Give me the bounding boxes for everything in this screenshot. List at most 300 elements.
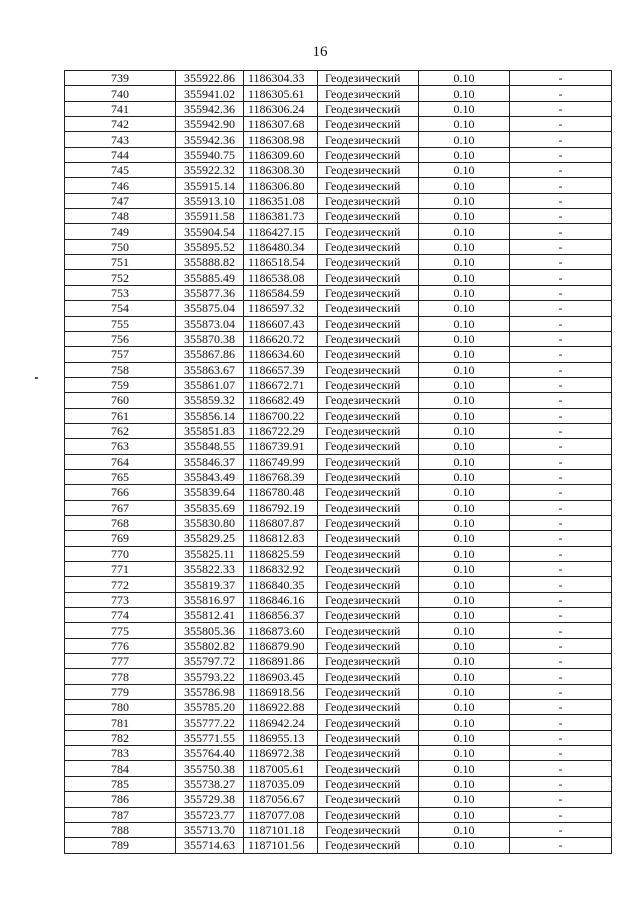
method-cell: Геодезический — [318, 469, 419, 484]
accuracy-cell: 0.10 — [419, 592, 510, 607]
table-row — [65, 423, 612, 438]
note-cell: - — [510, 117, 612, 132]
accuracy-cell: 0.10 — [419, 807, 510, 822]
accuracy-cell: 0.10 — [419, 408, 510, 423]
note-cell: - — [510, 469, 612, 484]
y-coordinate-cell: 1186584.59 — [244, 285, 318, 300]
x-coordinate-cell: 355829.25 — [176, 531, 244, 546]
point-number-cell: 786 — [65, 792, 176, 807]
note-cell: - — [510, 623, 612, 638]
y-coordinate-cell: 1186597.32 — [244, 301, 318, 316]
method-cell: Геодезический — [318, 608, 419, 623]
accuracy-cell: 0.10 — [419, 684, 510, 699]
x-coordinate-cell: 355835.69 — [176, 500, 244, 515]
note-cell: - — [510, 423, 612, 438]
x-coordinate-cell: 355895.52 — [176, 239, 244, 254]
x-coordinate-cell: 355805.36 — [176, 623, 244, 638]
x-coordinate-cell: 355802.82 — [176, 638, 244, 653]
table-row — [65, 761, 612, 776]
y-coordinate-cell: 1186304.33 — [244, 71, 318, 86]
accuracy-cell: 0.10 — [419, 776, 510, 791]
note-cell: - — [510, 377, 612, 392]
method-cell: Геодезический — [318, 408, 419, 423]
point-number-cell: 742 — [65, 117, 176, 132]
y-coordinate-cell: 1187005.61 — [244, 761, 318, 776]
y-coordinate-cell: 1186768.39 — [244, 469, 318, 484]
accuracy-cell: 0.10 — [419, 224, 510, 239]
method-cell: Геодезический — [318, 209, 419, 224]
method-cell: Геодезический — [318, 86, 419, 101]
accuracy-cell: 0.10 — [419, 439, 510, 454]
point-number-cell: 767 — [65, 500, 176, 515]
table-row — [65, 71, 612, 86]
note-cell: - — [510, 224, 612, 239]
x-coordinate-cell: 355873.04 — [176, 316, 244, 331]
note-cell: - — [510, 239, 612, 254]
y-coordinate-cell: 1186538.08 — [244, 270, 318, 285]
method-cell: Геодезический — [318, 331, 419, 346]
y-coordinate-cell: 1186840.35 — [244, 577, 318, 592]
method-cell: Геодезический — [318, 746, 419, 761]
point-number-cell: 766 — [65, 485, 176, 500]
table-row — [65, 822, 612, 837]
method-cell: Геодезический — [318, 623, 419, 638]
point-number-cell: 756 — [65, 331, 176, 346]
accuracy-cell: 0.10 — [419, 209, 510, 224]
note-cell: - — [510, 193, 612, 208]
x-coordinate-cell: 355839.64 — [176, 485, 244, 500]
note-cell: - — [510, 562, 612, 577]
point-number-cell: 787 — [65, 807, 176, 822]
y-coordinate-cell: 1186306.80 — [244, 178, 318, 193]
method-cell: Геодезический — [318, 301, 419, 316]
table-row — [65, 86, 612, 101]
method-cell: Геодезический — [318, 347, 419, 362]
point-number-cell: 772 — [65, 577, 176, 592]
y-coordinate-cell: 1187101.18 — [244, 822, 318, 837]
point-number-cell: 741 — [65, 101, 176, 116]
accuracy-cell: 0.10 — [419, 562, 510, 577]
method-cell: Геодезический — [318, 730, 419, 745]
table-row — [65, 454, 612, 469]
point-number-cell: 760 — [65, 393, 176, 408]
x-coordinate-cell: 355875.04 — [176, 301, 244, 316]
table-row — [65, 485, 612, 500]
note-cell: - — [510, 255, 612, 270]
table-row — [65, 469, 612, 484]
point-number-cell: 764 — [65, 454, 176, 469]
accuracy-cell: 0.10 — [419, 669, 510, 684]
point-number-cell: 749 — [65, 224, 176, 239]
point-number-cell: 778 — [65, 669, 176, 684]
method-cell: Геодезический — [318, 285, 419, 300]
method-cell: Геодезический — [318, 163, 419, 178]
x-coordinate-cell: 355819.37 — [176, 577, 244, 592]
point-number-cell: 775 — [65, 623, 176, 638]
accuracy-cell: 0.10 — [419, 285, 510, 300]
note-cell: - — [510, 807, 612, 822]
table-row — [65, 746, 612, 761]
x-coordinate-cell: 355867.86 — [176, 347, 244, 362]
point-number-cell: 768 — [65, 515, 176, 530]
y-coordinate-cell: 1186739.91 — [244, 439, 318, 454]
accuracy-cell: 0.10 — [419, 792, 510, 807]
accuracy-cell: 0.10 — [419, 515, 510, 530]
method-cell: Геодезический — [318, 270, 419, 285]
y-coordinate-cell: 1186922.88 — [244, 700, 318, 715]
table-row — [65, 654, 612, 669]
table-row — [65, 623, 612, 638]
table-row — [65, 132, 612, 147]
y-coordinate-cell: 1186722.29 — [244, 423, 318, 438]
accuracy-cell: 0.10 — [419, 71, 510, 86]
table-row — [65, 209, 612, 224]
y-coordinate-cell: 1186308.98 — [244, 132, 318, 147]
note-cell: - — [510, 531, 612, 546]
method-cell: Геодезический — [318, 592, 419, 607]
x-coordinate-cell: 355904.54 — [176, 224, 244, 239]
x-coordinate-cell: 355723.77 — [176, 807, 244, 822]
note-cell: - — [510, 654, 612, 669]
accuracy-cell: 0.10 — [419, 86, 510, 101]
x-coordinate-cell: 355786.98 — [176, 684, 244, 699]
note-cell: - — [510, 546, 612, 561]
x-coordinate-cell: 355877.36 — [176, 285, 244, 300]
accuracy-cell: 0.10 — [419, 577, 510, 592]
point-number-cell: 784 — [65, 761, 176, 776]
accuracy-cell: 0.10 — [419, 270, 510, 285]
point-number-cell: 789 — [65, 838, 176, 853]
method-cell: Геодезический — [318, 147, 419, 162]
point-number-cell: 771 — [65, 562, 176, 577]
table-row — [65, 117, 612, 132]
point-number-cell: 757 — [65, 347, 176, 362]
y-coordinate-cell: 1187056.67 — [244, 792, 318, 807]
accuracy-cell: 0.10 — [419, 746, 510, 761]
point-number-cell: 765 — [65, 469, 176, 484]
method-cell: Геодезический — [318, 423, 419, 438]
x-coordinate-cell: 355797.72 — [176, 654, 244, 669]
method-cell: Геодезический — [318, 792, 419, 807]
table-row — [65, 331, 612, 346]
table-row — [65, 838, 612, 853]
x-coordinate-cell: 355843.49 — [176, 469, 244, 484]
method-cell: Геодезический — [318, 546, 419, 561]
table-row — [65, 715, 612, 730]
method-cell: Геодезический — [318, 193, 419, 208]
y-coordinate-cell: 1186903.45 — [244, 669, 318, 684]
x-coordinate-cell: 355942.36 — [176, 132, 244, 147]
note-cell: - — [510, 86, 612, 101]
table-row — [65, 439, 612, 454]
scan-speck — [35, 377, 38, 379]
note-cell: - — [510, 209, 612, 224]
y-coordinate-cell: 1186846.16 — [244, 592, 318, 607]
note-cell: - — [510, 439, 612, 454]
y-coordinate-cell: 1186832.92 — [244, 562, 318, 577]
note-cell: - — [510, 163, 612, 178]
x-coordinate-cell: 355861.07 — [176, 377, 244, 392]
method-cell: Геодезический — [318, 239, 419, 254]
point-number-cell: 755 — [65, 316, 176, 331]
note-cell: - — [510, 101, 612, 116]
table-row — [65, 163, 612, 178]
note-cell: - — [510, 454, 612, 469]
x-coordinate-cell: 355863.67 — [176, 362, 244, 377]
accuracy-cell: 0.10 — [419, 347, 510, 362]
table-row — [65, 193, 612, 208]
accuracy-cell: 0.10 — [419, 193, 510, 208]
point-number-cell: 783 — [65, 746, 176, 761]
y-coordinate-cell: 1186780.48 — [244, 485, 318, 500]
accuracy-cell: 0.10 — [419, 546, 510, 561]
y-coordinate-cell: 1186972.38 — [244, 746, 318, 761]
method-cell: Геодезический — [318, 515, 419, 530]
table-row — [65, 362, 612, 377]
note-cell: - — [510, 270, 612, 285]
accuracy-cell: 0.10 — [419, 377, 510, 392]
x-coordinate-cell: 355915.14 — [176, 178, 244, 193]
y-coordinate-cell: 1186309.60 — [244, 147, 318, 162]
method-cell: Геодезический — [318, 377, 419, 392]
note-cell: - — [510, 838, 612, 853]
method-cell: Геодезический — [318, 117, 419, 132]
y-coordinate-cell: 1186306.24 — [244, 101, 318, 116]
y-coordinate-cell: 1186812.83 — [244, 531, 318, 546]
y-coordinate-cell: 1186307.68 — [244, 117, 318, 132]
note-cell: - — [510, 715, 612, 730]
table-row — [65, 592, 612, 607]
coordinates-table-body — [65, 71, 612, 854]
method-cell: Геодезический — [318, 577, 419, 592]
method-cell: Геодезический — [318, 101, 419, 116]
x-coordinate-cell: 355888.82 — [176, 255, 244, 270]
accuracy-cell: 0.10 — [419, 423, 510, 438]
table-row — [65, 638, 612, 653]
method-cell: Геодезический — [318, 776, 419, 791]
method-cell: Геодезический — [318, 684, 419, 699]
y-coordinate-cell: 1187035.09 — [244, 776, 318, 791]
x-coordinate-cell: 355942.36 — [176, 101, 244, 116]
note-cell: - — [510, 500, 612, 515]
method-cell: Геодезический — [318, 761, 419, 776]
point-number-cell: 788 — [65, 822, 176, 837]
x-coordinate-cell: 355830.80 — [176, 515, 244, 530]
method-cell: Геодезический — [318, 439, 419, 454]
x-coordinate-cell: 355738.27 — [176, 776, 244, 791]
point-number-cell: 758 — [65, 362, 176, 377]
note-cell: - — [510, 608, 612, 623]
accuracy-cell: 0.10 — [419, 331, 510, 346]
y-coordinate-cell: 1186700.22 — [244, 408, 318, 423]
x-coordinate-cell: 355870.38 — [176, 331, 244, 346]
table-row — [65, 408, 612, 423]
point-number-cell: 739 — [65, 71, 176, 86]
x-coordinate-cell: 355822.33 — [176, 562, 244, 577]
x-coordinate-cell: 355825.11 — [176, 546, 244, 561]
method-cell: Геодезический — [318, 838, 419, 853]
point-number-cell: 746 — [65, 178, 176, 193]
point-number-cell: 776 — [65, 638, 176, 653]
x-coordinate-cell: 355911.58 — [176, 209, 244, 224]
accuracy-cell: 0.10 — [419, 362, 510, 377]
table-row — [65, 377, 612, 392]
y-coordinate-cell: 1186891.86 — [244, 654, 318, 669]
table-row — [65, 608, 612, 623]
x-coordinate-cell: 355771.55 — [176, 730, 244, 745]
method-cell: Геодезический — [318, 255, 419, 270]
method-cell: Геодезический — [318, 638, 419, 653]
x-coordinate-cell: 355851.83 — [176, 423, 244, 438]
point-number-cell: 777 — [65, 654, 176, 669]
x-coordinate-cell: 355816.97 — [176, 592, 244, 607]
x-coordinate-cell: 355777.22 — [176, 715, 244, 730]
note-cell: - — [510, 638, 612, 653]
note-cell: - — [510, 822, 612, 837]
y-coordinate-cell: 1186518.54 — [244, 255, 318, 270]
point-number-cell: 773 — [65, 592, 176, 607]
method-cell: Геодезический — [318, 71, 419, 86]
y-coordinate-cell: 1186480.34 — [244, 239, 318, 254]
x-coordinate-cell: 355785.20 — [176, 700, 244, 715]
table-row — [65, 347, 612, 362]
accuracy-cell: 0.10 — [419, 163, 510, 178]
accuracy-cell: 0.10 — [419, 608, 510, 623]
note-cell: - — [510, 792, 612, 807]
method-cell: Геодезический — [318, 562, 419, 577]
page-number: 16 — [312, 44, 328, 60]
accuracy-cell: 0.10 — [419, 638, 510, 653]
y-coordinate-cell: 1186792.19 — [244, 500, 318, 515]
method-cell: Геодезический — [318, 224, 419, 239]
method-cell: Геодезический — [318, 807, 419, 822]
accuracy-cell: 0.10 — [419, 531, 510, 546]
note-cell: - — [510, 408, 612, 423]
table-row — [65, 562, 612, 577]
point-number-cell: 763 — [65, 439, 176, 454]
y-coordinate-cell: 1186607.43 — [244, 316, 318, 331]
x-coordinate-cell: 355922.32 — [176, 163, 244, 178]
y-coordinate-cell: 1186308.30 — [244, 163, 318, 178]
table-row — [65, 515, 612, 530]
note-cell: - — [510, 178, 612, 193]
point-number-cell: 769 — [65, 531, 176, 546]
point-number-cell: 750 — [65, 239, 176, 254]
table-row — [65, 792, 612, 807]
accuracy-cell: 0.10 — [419, 485, 510, 500]
method-cell: Геодезический — [318, 715, 419, 730]
accuracy-cell: 0.10 — [419, 316, 510, 331]
coordinates-table — [64, 70, 612, 854]
table-row — [65, 147, 612, 162]
table-row — [65, 807, 612, 822]
x-coordinate-cell: 355885.49 — [176, 270, 244, 285]
note-cell: - — [510, 684, 612, 699]
accuracy-cell: 0.10 — [419, 654, 510, 669]
point-number-cell: 747 — [65, 193, 176, 208]
point-number-cell: 762 — [65, 423, 176, 438]
point-number-cell: 761 — [65, 408, 176, 423]
x-coordinate-cell: 355846.37 — [176, 454, 244, 469]
y-coordinate-cell: 1186351.08 — [244, 193, 318, 208]
method-cell: Геодезический — [318, 700, 419, 715]
table-row — [65, 546, 612, 561]
y-coordinate-cell: 1186381.73 — [244, 209, 318, 224]
table-row — [65, 270, 612, 285]
note-cell: - — [510, 316, 612, 331]
table-row — [65, 101, 612, 116]
table-row — [65, 700, 612, 715]
note-cell: - — [510, 700, 612, 715]
point-number-cell: 753 — [65, 285, 176, 300]
y-coordinate-cell: 1186620.72 — [244, 331, 318, 346]
table-row — [65, 776, 612, 791]
x-coordinate-cell: 355714.63 — [176, 838, 244, 853]
x-coordinate-cell: 355856.14 — [176, 408, 244, 423]
y-coordinate-cell: 1186657.39 — [244, 362, 318, 377]
point-number-cell: 740 — [65, 86, 176, 101]
point-number-cell: 751 — [65, 255, 176, 270]
accuracy-cell: 0.10 — [419, 700, 510, 715]
point-number-cell: 781 — [65, 715, 176, 730]
point-number-cell: 759 — [65, 377, 176, 392]
accuracy-cell: 0.10 — [419, 301, 510, 316]
accuracy-cell: 0.10 — [419, 454, 510, 469]
x-coordinate-cell: 355750.38 — [176, 761, 244, 776]
y-coordinate-cell: 1186955.13 — [244, 730, 318, 745]
note-cell: - — [510, 746, 612, 761]
accuracy-cell: 0.10 — [419, 761, 510, 776]
x-coordinate-cell: 355793.22 — [176, 669, 244, 684]
accuracy-cell: 0.10 — [419, 500, 510, 515]
y-coordinate-cell: 1186634.60 — [244, 347, 318, 362]
y-coordinate-cell: 1186856.37 — [244, 608, 318, 623]
note-cell: - — [510, 301, 612, 316]
point-number-cell: 743 — [65, 132, 176, 147]
table-row — [65, 393, 612, 408]
table-row — [65, 285, 612, 300]
table-row — [65, 669, 612, 684]
accuracy-cell: 0.10 — [419, 715, 510, 730]
x-coordinate-cell: 355764.40 — [176, 746, 244, 761]
accuracy-cell: 0.10 — [419, 147, 510, 162]
method-cell: Геодезический — [318, 531, 419, 546]
x-coordinate-cell: 355941.02 — [176, 86, 244, 101]
point-number-cell: 780 — [65, 700, 176, 715]
note-cell: - — [510, 485, 612, 500]
accuracy-cell: 0.10 — [419, 838, 510, 853]
accuracy-cell: 0.10 — [419, 117, 510, 132]
x-coordinate-cell: 355848.55 — [176, 439, 244, 454]
accuracy-cell: 0.10 — [419, 101, 510, 116]
method-cell: Геодезический — [318, 178, 419, 193]
point-number-cell: 782 — [65, 730, 176, 745]
method-cell: Геодезический — [318, 132, 419, 147]
point-number-cell: 748 — [65, 209, 176, 224]
table-row — [65, 255, 612, 270]
x-coordinate-cell: 355913.10 — [176, 193, 244, 208]
y-coordinate-cell: 1186305.61 — [244, 86, 318, 101]
accuracy-cell: 0.10 — [419, 393, 510, 408]
point-number-cell: 752 — [65, 270, 176, 285]
point-number-cell: 785 — [65, 776, 176, 791]
method-cell: Геодезический — [318, 485, 419, 500]
table-row — [65, 224, 612, 239]
note-cell: - — [510, 132, 612, 147]
method-cell: Геодезический — [318, 393, 419, 408]
y-coordinate-cell: 1186918.56 — [244, 684, 318, 699]
y-coordinate-cell: 1186807.87 — [244, 515, 318, 530]
